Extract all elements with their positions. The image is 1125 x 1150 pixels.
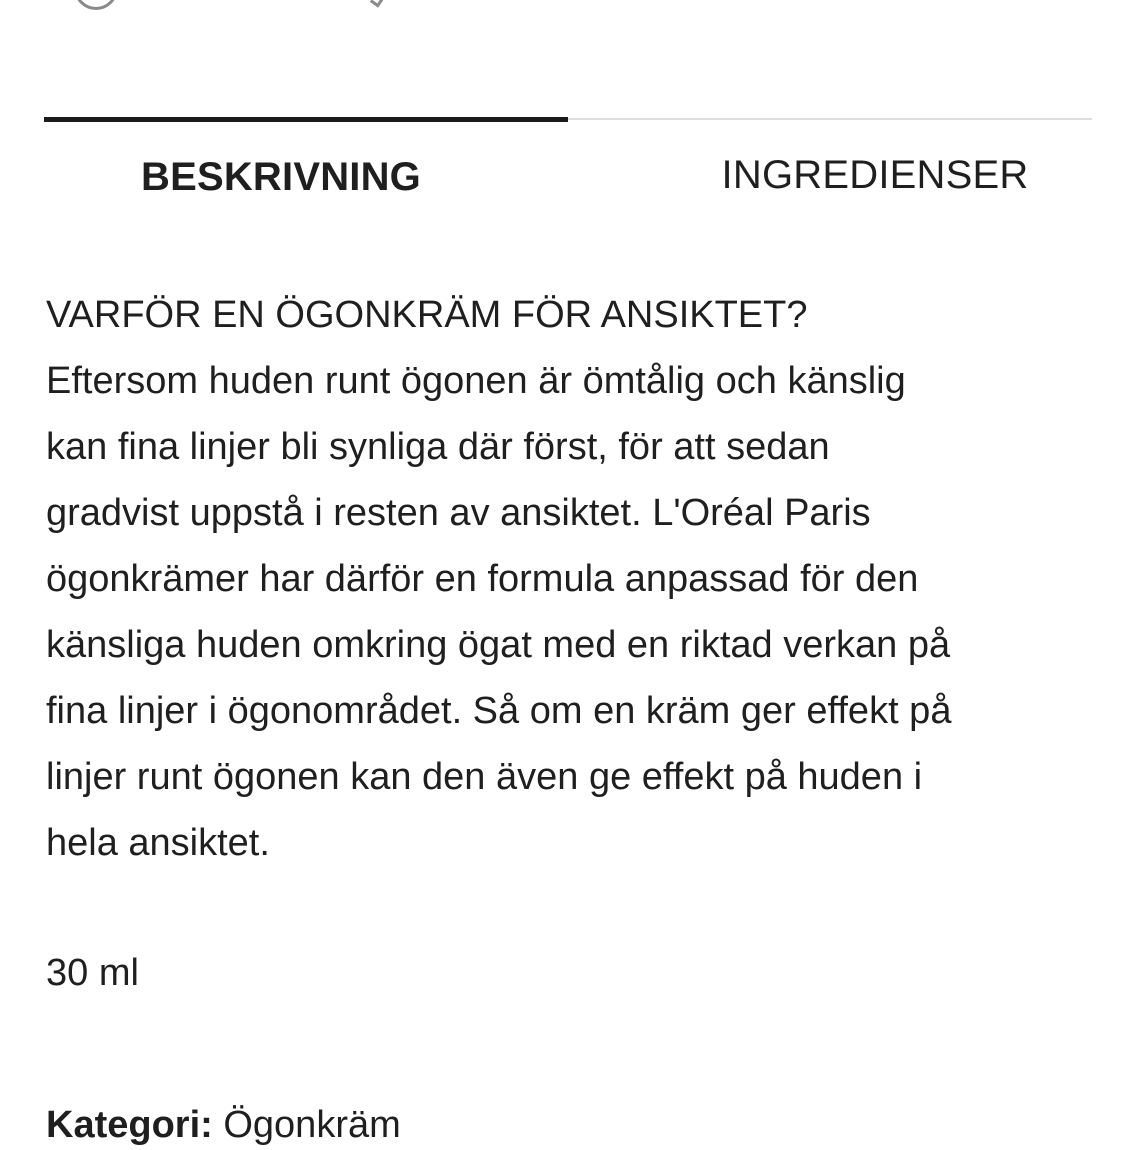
tab-ingredienser-label: INGREDIENSER: [721, 153, 1029, 197]
category-label: Kategori:: [46, 1104, 213, 1146]
tab-beskrivning[interactable]: [44, 117, 568, 217]
tab-beskrivning-label: BESKRIVNING: [140, 155, 421, 199]
description-body: [46, 348, 1106, 876]
circle-icon[interactable]: [74, 0, 118, 10]
product-volume: 30 ml: [46, 952, 139, 994]
description-heading: VARFÖR EN ÖGONKRÄM FÖR ANSIKTET?: [46, 294, 808, 336]
chevron-down-icon[interactable]: [370, 0, 386, 8]
description-line: ögonkrämer har därför en formula anpassad för den: [46, 558, 919, 600]
description-line: kan fina linjer bli synliga där först, för att sedan: [46, 426, 830, 468]
description-line: fina linjer i ögonområdet. Så om en kräm ger effekt på: [46, 690, 952, 732]
description-line: känsliga huden omkring ögat med en riktad verkan på: [46, 624, 951, 666]
product-category: [46, 1100, 401, 1150]
description-line: hela ansiktet.: [46, 822, 270, 864]
description-line: Eftersom huden runt ögonen är ömtålig och känslig: [46, 360, 906, 402]
tab-ingredienser[interactable]: [568, 117, 1092, 217]
category-value: Ögonkräm: [223, 1104, 401, 1146]
product-description: [46, 282, 1106, 876]
description-line: linjer runt ögonen kan den även ge effekt på huden i: [46, 756, 923, 798]
top-partial-controls: [0, 0, 1125, 12]
product-tabs: [44, 117, 1092, 217]
description-line: gradvist uppstå i resten av ansiktet. L'Oréal Paris: [46, 492, 871, 534]
active-tab-indicator: [44, 117, 568, 122]
